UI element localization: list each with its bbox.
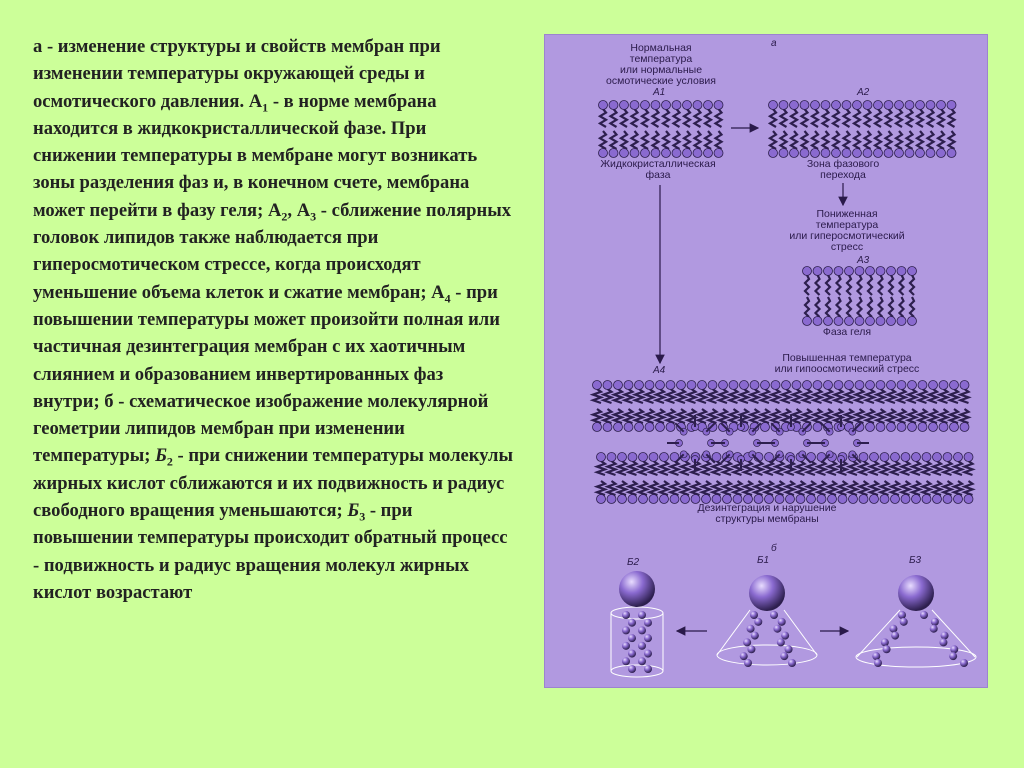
a1-label: А1 <box>653 87 666 98</box>
b1-label: Б1 <box>757 555 770 566</box>
b3-head <box>898 575 934 611</box>
panel-b-label: б <box>771 543 777 554</box>
phase-transition-label: Зона фазового перехода <box>806 158 880 181</box>
inverted-micelle <box>713 415 769 471</box>
lipid-tail-shapes <box>611 571 976 677</box>
normal-conditions-label: Нормальная температура или нормальные осмотические условия <box>606 42 716 87</box>
bilayer-a2 <box>769 101 957 158</box>
raised-temp-label: Повышенная температура или гипоосмотический стресс <box>774 352 920 375</box>
panel-a-label: а <box>771 38 777 49</box>
a4-label: А4 <box>653 365 666 376</box>
lowered-temp-label: Пониженная температура или гиперосмотический стресс <box>789 208 905 253</box>
b1-cone <box>717 610 817 665</box>
a2-label: А2 <box>857 87 870 98</box>
bilayer-a3 <box>803 267 917 326</box>
b3-label: Б3 <box>909 555 922 566</box>
description-text: а - изменение структуры и свойств мембран при изменении температуры окружающей среды и осмотического давления. $А_1$ - в норме мембрана находится в жидкокристаллической фазе. При снижении температуры в мембране могут возникать зоны разделения фаз и, в конечном счете, мембрана может перейти в фазу геля; $А_2$, $А_3$ - сближение полярных головок липидов также наблюдается при гиперосмотическом стрессе, когда происходят уменьшение объема клеток и сжатие мембран; $А_4$ - при повышении температуры может произойти полная или частичная дезинтеграция мембран с их хаотичным слиянием и образованием инвертированных фаз внутри; б - схематическое изображение молекулярной геометрии липидов мембран при изменении температуры; $Б_2$ - при снижении температуры молекулы жирных кислот сближаются и их подвижность и радиус свободного вращения уменьшаются; $Б_3$ - при повышении температуры происходит обратный процесс - подвижность и радиус вращения молекул жирных кислот возрастают <box>33 36 513 603</box>
membrane-figure <box>544 34 988 688</box>
b2-cylinder <box>611 607 663 677</box>
gel-phase-label: Фаза геля <box>822 326 872 338</box>
inverted-micelle <box>813 415 869 471</box>
disintegration-label: Дезинтеграция и нарушение структуры мембраны <box>697 502 837 525</box>
bilayer-a4-top <box>593 381 970 432</box>
liquid-crystal-label: Жидкокристаллическая фаза <box>600 158 716 181</box>
b1-head <box>749 575 785 611</box>
bilayer-a4-bottom <box>597 453 974 504</box>
inverted-micelle <box>763 415 819 471</box>
a3-label: А3 <box>857 255 870 266</box>
b2-label: Б2 <box>627 557 640 568</box>
bilayer-a1 <box>599 101 724 158</box>
b2-head <box>619 571 655 607</box>
